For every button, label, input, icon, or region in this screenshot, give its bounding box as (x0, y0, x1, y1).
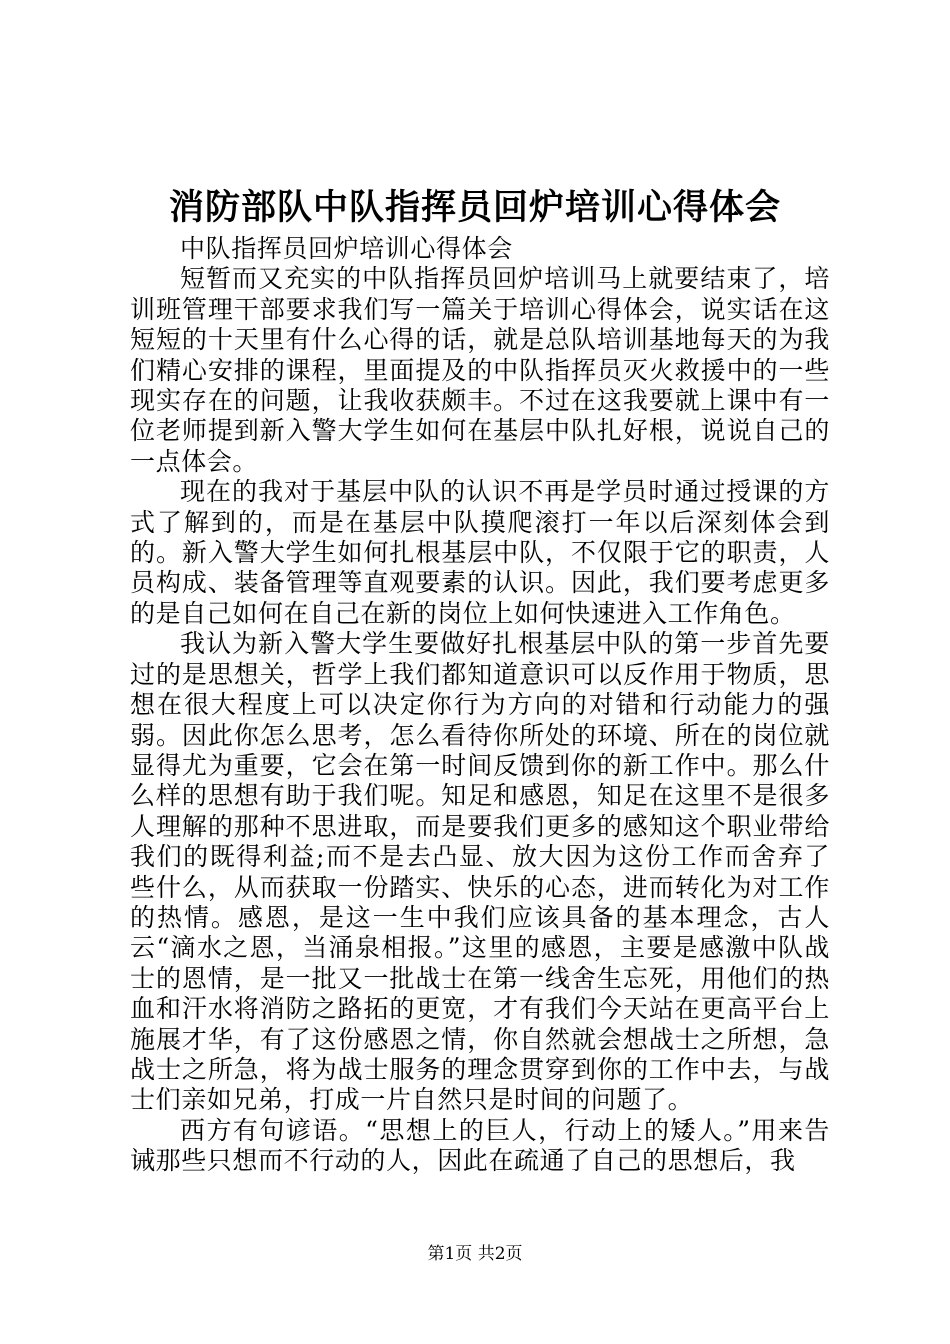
body-paragraph-2: 现在的我对于基层中队的认识不再是学员时通过授课的方式了解到的，而是在基层中队摸爬滚打一年以后深刻体会到的。新入警大学生如何扎根基层中队，不仅限于它的职责，人员构成、装备管理等直观要素的认识。因此，我们要考虑更多的是自己如何在自己在新的岗位上如何快速进入工作角色。 (130, 477, 830, 628)
subtitle-paragraph: 中队指挥员回炉培训心得体会 (180, 234, 513, 263)
body-paragraph-3: 我认为新入警大学生要做好扎根基层中队的第一步首先要过的是思想关，哲学上我们都知道意识可以反作用于物质，思想在很大程度上可以决定你行为方向的对错和行动能力的强弱。因此你怎么思考，怎么看待你所处的环境、所在的岗位就显得尤为重要，它会在第一时间反馈到你的新工作中。那么什么样的思想有助于我们呢。知足和感恩，知足在这里不是很多人理解的那种不思进取，而是要我们更多的感知这个职业带给我们的既得利益;而不是去凸显、放大因为这份工作而舍弃了些什么，从而获取一份踏实、快乐的心态，进而转化为对工作的热情。感恩，是这一生中我们应该具备的基本理念，古人云“滴水之恩，当涌泉相报。”这里的感恩，主要是感激中队战士的恩情，是一批又一批战士在第一线舍生忘死，用他们的热血和汗水将消防之路拓的更宽，才有我们今天站在更高平台上施展才华，有了这份感恩之情，你自然就会想战士之所想，急战士之所急，将为战士服务的理念贯穿到你的工作中去，与战士们亲如兄弟，打成一片自然只是时间的问题了。 (130, 629, 830, 1115)
body-paragraph-4: 西方有句谚语。“思想上的巨人，行动上的矮人。”用来告诫那些只想而不行动的人，因此在疏通了自己的思想后，我 (130, 1115, 830, 1176)
document-body (130, 234, 830, 1177)
document-title: 消防部队中队指挥员回炉培训心得体会 (168, 187, 781, 228)
body-paragraph-1: 短暂而又充实的中队指挥员回炉培训马上就要结束了，培训班管理干部要求我们写一篇关于培训心得体会，说实话在这短短的十天里有什么心得的话，就是总队培训基地每天的为我们精心安排的课程，里面提及的中队指挥员灭火救援中的一些现实存在的问题，让我收获颇丰。不过在这我要就上课中有一位老师提到新入警大学生如何在基层中队扎好根，说说自己的一点体会。 (130, 264, 830, 476)
page-number-footer: 第1页 共2页 (427, 1244, 523, 1264)
